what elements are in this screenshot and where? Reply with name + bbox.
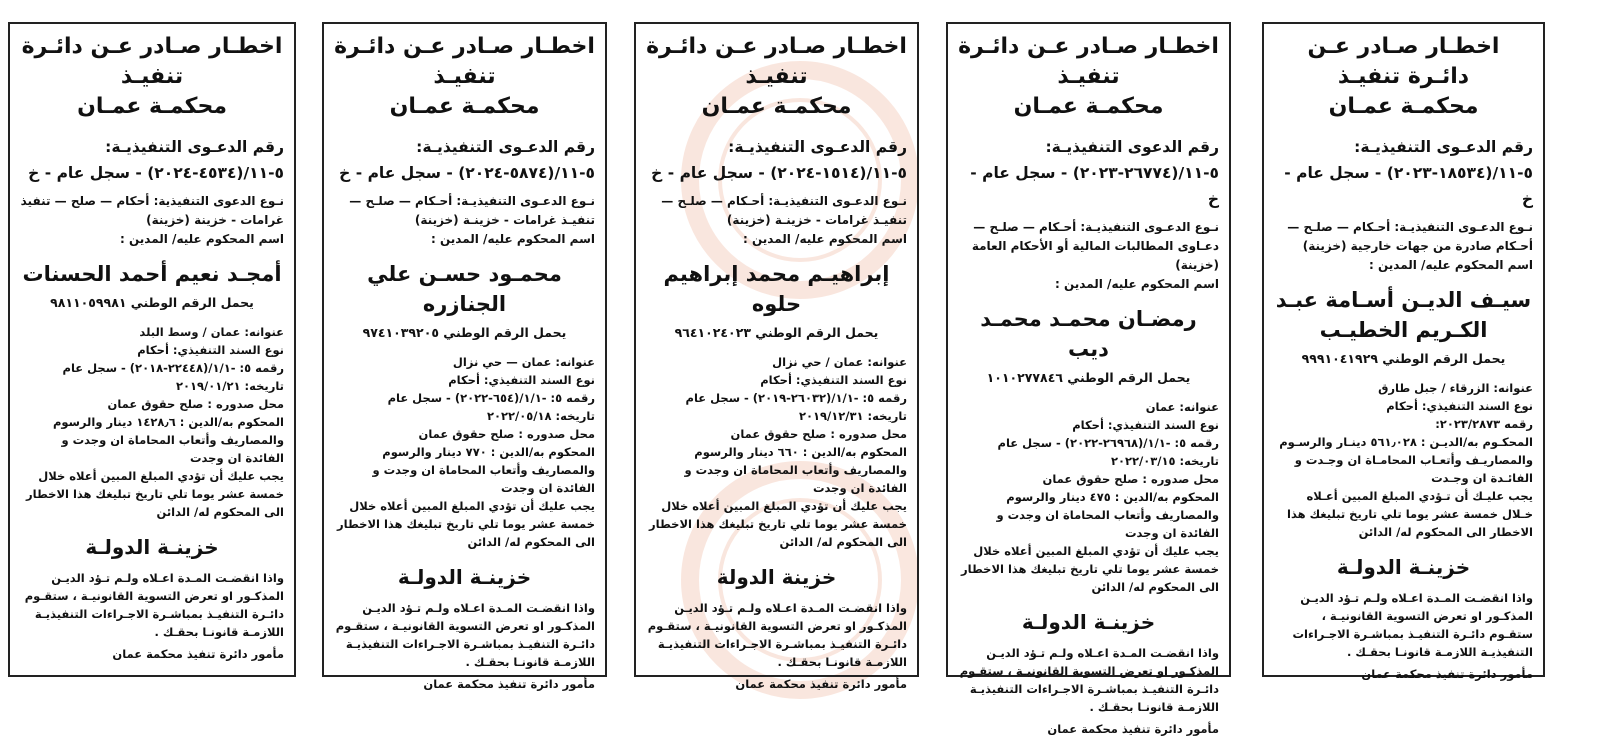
case-number: رقم الدعـوى التنفيذيـة: ٥-١١/(٥٨٧٤-٢٠٢٤) - سجل عام - خ bbox=[339, 138, 595, 182]
notice-title: اخطـار صـادر عـن دائـرة تنفيـذ bbox=[646, 34, 907, 89]
notice-card bbox=[8, 22, 296, 677]
detail-line: نوع السند التنفيذي: أحكام bbox=[1386, 399, 1533, 413]
detail-line: عنوانه: عمان bbox=[1145, 400, 1219, 414]
officer-signature: مأمور دائرة تنفيذ محكمة عمان bbox=[1361, 667, 1533, 681]
payment-instruction: يجب عليك أن تؤدي المبلغ المبين أعلاه خلال خمسة عشر يوما تلي تاريخ تبليغك هذا الاخطار الى المحكوم له/ الدائن bbox=[649, 499, 907, 549]
debtor-label: اسم المحكوم عليه/ المدين : bbox=[743, 232, 907, 246]
national-id: يحمل الرقم الوطني ٩٧٤١٠٣٩٢٠٥ bbox=[362, 325, 567, 340]
judgment-amount: المحكوم به/الدين : ٤٧٥ دينار والرسوم والمصاريف وأتعاب المحاماة ان وجدت و الفائدة ان وجدت bbox=[996, 490, 1219, 540]
detail-line: نوع السند التنفيذي: أحكام bbox=[1072, 418, 1219, 432]
case-type: نـوع الدعوى التنفيذية: أحكام — صلح — تنفيذ غرامات - خزينة (خزينة) bbox=[20, 194, 284, 227]
case-type: نـوع الدعـوى التنفيذيـة: أحـكام — صلـح — تنفيـذ غرامات - خزينـة (خزينة) bbox=[661, 194, 907, 227]
notice-card bbox=[946, 22, 1231, 736]
national-id: يحمل الرقم الوطني ٩٩٩١٠٤١٩٢٩ bbox=[1301, 351, 1506, 366]
notice-details bbox=[334, 353, 595, 443]
officer-signature: مأمور دائرة تنفيذ محكمة عمان bbox=[735, 677, 907, 691]
closing-warning: واذا انقضـت المـدة اعـلاه ولـم تـؤد الديـن المذكـور او تعرض التسوية القانونيـة ، ستقـوم دائـرة التنفيـذ بمباشـرة الاجـراءات التنفيذيـة اللازمـة قانونـا بحقـك . bbox=[1292, 591, 1533, 659]
detail-line: نوع السند التنفيذي: أحكام bbox=[137, 343, 284, 357]
detail-line: محل صدوره : صلح حقوق عمان bbox=[730, 427, 907, 441]
detail-line: عنوانه: عمان / حي نزال bbox=[772, 355, 907, 369]
detail-line: تاريخه: ٢٠١٩/٠١/٢١ bbox=[175, 379, 284, 393]
creditor-heading: خزينة الدولة bbox=[716, 565, 837, 589]
detail-line: عنوانه: عمان / وسط البلد bbox=[139, 325, 284, 339]
debtor-name: رمضـان محمـد محمـد ديب bbox=[980, 307, 1197, 361]
closing-warning: واذا انقضـت المـدة اعـلاه ولـم تـؤد الديـن المذكـور او تعرض التسوية القانونيـة ، ستقـوم دائـرة التنفيـذ بمباشـرة الاجـراءات التنفيذيـة اللازمـة قانونـا بحقـك . bbox=[335, 601, 595, 669]
officer-signature: مأمور دائرة تنفيذ محكمة عمان bbox=[423, 677, 595, 691]
case-type: نـوع الدعـوى التنفيذيـة: أحـكام — صلـح — تنفيـذ غرامات - خزينـة (خزينة) bbox=[349, 194, 595, 227]
notice-details bbox=[646, 353, 907, 443]
creditor-heading: خزينـة الدولـة bbox=[1336, 555, 1471, 579]
creditor-heading: خزينـة الدولـة bbox=[85, 535, 219, 559]
notice-card bbox=[322, 22, 607, 691]
case-number: رقم الدعـوى التنفيذيـة: ٥-١١/(٤٥٣٤-٢٠٢٤) - سجل عام - خ bbox=[28, 138, 284, 182]
payment-instruction: يجب عليك أن تؤدي المبلغ المبين أعلاه خلال خمسة عشر يوما تلي تاريخ تبليغك هذا الاخطار الى المحكوم له/ الدائن bbox=[961, 544, 1219, 594]
notice-title: اخطـار صـادر عـن دائـرة تنفيـذ bbox=[334, 34, 595, 89]
payment-instruction: يجب عليك أن تؤدي المبلغ المبين أعلاه خلال خمسة عشر يوما تلي تاريخ تبليغك هذا الاخطار الى المحكوم له/ الدائن bbox=[337, 499, 595, 549]
detail-line: رقمه ٥: -١/١/(٦٥٤-٢٠٢٢) - سجل عام bbox=[387, 391, 595, 405]
detail-line: نوع السند التنفيذي: أحكام bbox=[760, 373, 907, 387]
officer-signature: مأمور دائرة تنفيذ محكمة عمان bbox=[1047, 722, 1219, 736]
detail-line: رقمه ٢٠٢٣/٢٨٧٣: bbox=[1435, 417, 1533, 431]
payment-instruction: يجب عليـك أن تـؤدي المبلغ المبين أعـلاه خـلال خمسة عشر يوما تلي تاريخ تبليغك هذا الاخطار الى المحكوم له/ الدائن bbox=[1287, 489, 1533, 539]
case-number: رقم الدعـوى التنفيذيـة: ٥-١١/(١٨٥٣٤-٢٠٢٣) - سجل عام - خ bbox=[1284, 138, 1533, 208]
debtor-name: أمجـد نعيم أحمد الحسنات bbox=[22, 262, 282, 286]
notice-card bbox=[634, 22, 919, 691]
detail-line: تاريخه: ٢٠٢٢/٠٣/١٥ bbox=[1110, 454, 1219, 468]
detail-line: رقمه ٥: -١/١/(٢٦٩٦٨-٢٠٢٢) - سجل عام bbox=[997, 436, 1219, 450]
detail-line: نوع السند التنفيذي: أحكام bbox=[448, 373, 595, 387]
detail-line: رقمه ٥: -١/١/(٢٢٤٤٨-٢٠١٨) - سجل عام bbox=[62, 361, 284, 375]
debtor-name: محمـود حسـن علي الجنازره bbox=[367, 262, 562, 316]
notice-card bbox=[1262, 22, 1545, 681]
case-number: رقم الدعـوى التنفيذيـة: ٥-١١/(١٥١٤-٢٠٢٤) - سجل عام - خ bbox=[651, 138, 907, 182]
court-name: محكمـة عمـان bbox=[1328, 94, 1479, 119]
national-id: يحمل الرقم الوطني ١٠١٠٢٧٧٨٤٦ bbox=[986, 370, 1191, 385]
debtor-name: سيـف الديـن أسـامة عبـد الكـريم الخطيـب bbox=[1275, 288, 1532, 342]
detail-line: تاريخه: ٢٠١٩/١٢/٣١ bbox=[798, 409, 907, 423]
detail-line: رقمه ٥: -١/١/(٢٦٠٣٢-٢٠١٩) - سجل عام bbox=[685, 391, 907, 405]
creditor-heading: خزينـة الدولـة bbox=[397, 565, 532, 589]
judgment-amount: المحكوم به/الدين : ٧٧٠ دينار والرسوم والمصاريف وأتعاب المحاماة ان وجدت و الفائدة ان وجدت bbox=[372, 445, 595, 495]
detail-line: محل صدوره : صلح حقوق عمان bbox=[107, 397, 284, 411]
detail-line: محل صدوره : صلح حقوق عمان bbox=[1042, 472, 1219, 486]
notice-title: اخطـار صـادر عـن دائـرة تنفيـذ bbox=[958, 34, 1219, 89]
court-name: محكمـة عمـان bbox=[1013, 94, 1164, 119]
debtor-label: اسم المحكوم عليه/ المدين : bbox=[120, 232, 284, 246]
case-type: نـوع الدعـوى التنفيذيـة: أحـكام — صلـح — أحـكام صادرة من جهات خارجية (خزينة) bbox=[1287, 220, 1533, 253]
detail-line: تاريخه: ٢٠٢٢/٠٥/١٨ bbox=[486, 409, 595, 423]
national-id: يحمل الرقم الوطني ٩٨١١٠٥٩٩٨١ bbox=[50, 295, 254, 310]
judgment-amount: المحكوم به/الدين : ٦٦٠ دينار والرسوم والمصاريف وأتعاب المحاماة ان وجدت و الفائدة ان وجدت bbox=[684, 445, 907, 495]
notice-details bbox=[20, 323, 284, 413]
officer-signature: مأمور دائرة تنفيذ محكمة عمان bbox=[112, 647, 284, 661]
payment-instruction: يجب عليك أن تؤدي المبلغ المبين أعلاه خلال خمسة عشر يوما تلي تاريخ تبليغك هذا الاخطار الى المحكوم له/ الدائن bbox=[26, 469, 284, 519]
notice-title: اخطـار صـادر عـن دائـرة تنفيـذ bbox=[21, 34, 283, 89]
debtor-label: اسم المحكوم عليه/ المدين : bbox=[1055, 277, 1219, 291]
court-name: محكمـة عمـان bbox=[77, 94, 227, 119]
detail-line: عنوانه: عمان — حي نزال bbox=[452, 355, 595, 369]
court-name: محكمـة عمـان bbox=[389, 94, 540, 119]
case-type: نـوع الدعـوى التنفيذيـة: أحـكام — صلـح — دعـاوى المطالبات المالية أو الأحكام العامة (خزينة) bbox=[971, 220, 1219, 272]
closing-warning: واذا انقضـت المـدة اعـلاه ولـم تـؤد الديـن المذكـور او تعرض التسوية القانونيـة ، ستقـوم دائـرة التنفيـذ بمباشـرة الاجـراءات التنفيذيـة اللازمـة قانونـا بحقـك . bbox=[24, 571, 284, 639]
closing-warning: واذا انقضـت المـدة اعـلاه ولـم تـؤد الديـن المذكـور او تعرض التسوية القانونيـة ، ستقـوم دائـرة التنفيـذ بمباشـرة الاجـراءات التنفيذيـة اللازمـة قانونـا بحقـك . bbox=[959, 646, 1219, 714]
detail-line: محل صدوره : صلح حقوق عمان bbox=[418, 427, 595, 441]
debtor-name: إبراهيـم محمد إبراهيم حلوه bbox=[663, 262, 890, 316]
detail-line: عنوانه: الزرقاء / جبل طارق bbox=[1378, 381, 1533, 395]
court-name: محكمـة عمـان bbox=[701, 94, 852, 119]
notice-details bbox=[958, 398, 1219, 488]
judgment-amount: المحكوم به/الدين : ١٤٢٨٫٦ دينار والرسوم والمصاريف وأتعاب المحاماة ان وجدت و الفائدة ان وجدت bbox=[52, 415, 284, 465]
notice-title: اخطـار صـادر عـن دائـرة تنفيـذ bbox=[1307, 34, 1500, 89]
closing-warning: واذا انقضـت المـدة اعـلاه ولـم تـؤد الديـن المذكـور او تعرض التسوية القانونيـة ، ستقـوم دائـرة التنفيـذ بمباشـرة الاجـراءات التنفيذيـة اللازمـة قانونـا بحقـك . bbox=[647, 601, 907, 669]
debtor-label: اسم المحكوم عليه/ المدين : bbox=[431, 232, 595, 246]
judgment-amount: المحكـوم به/الديـن : ٥٦١٫٠٢٨ دينـار والرسـوم والمصاريـف وأتعـاب المحامـاة ان وجـدت و الفائـدة ان وجـدت bbox=[1279, 435, 1533, 485]
debtor-label: اسم المحكوم عليه/ المدين : bbox=[1369, 258, 1533, 272]
national-id: يحمل الرقم الوطني ٩٦٤١٠٢٤٠٢٣ bbox=[674, 325, 879, 340]
case-number: رقم الدعوى التنفيذيـة: ٥-١١/(٢٦٧٧٤-٢٠٢٣) - سجل عام - خ bbox=[970, 138, 1219, 208]
creditor-heading: خزينـة الدولـة bbox=[1021, 610, 1156, 634]
notice-details bbox=[1274, 379, 1533, 433]
